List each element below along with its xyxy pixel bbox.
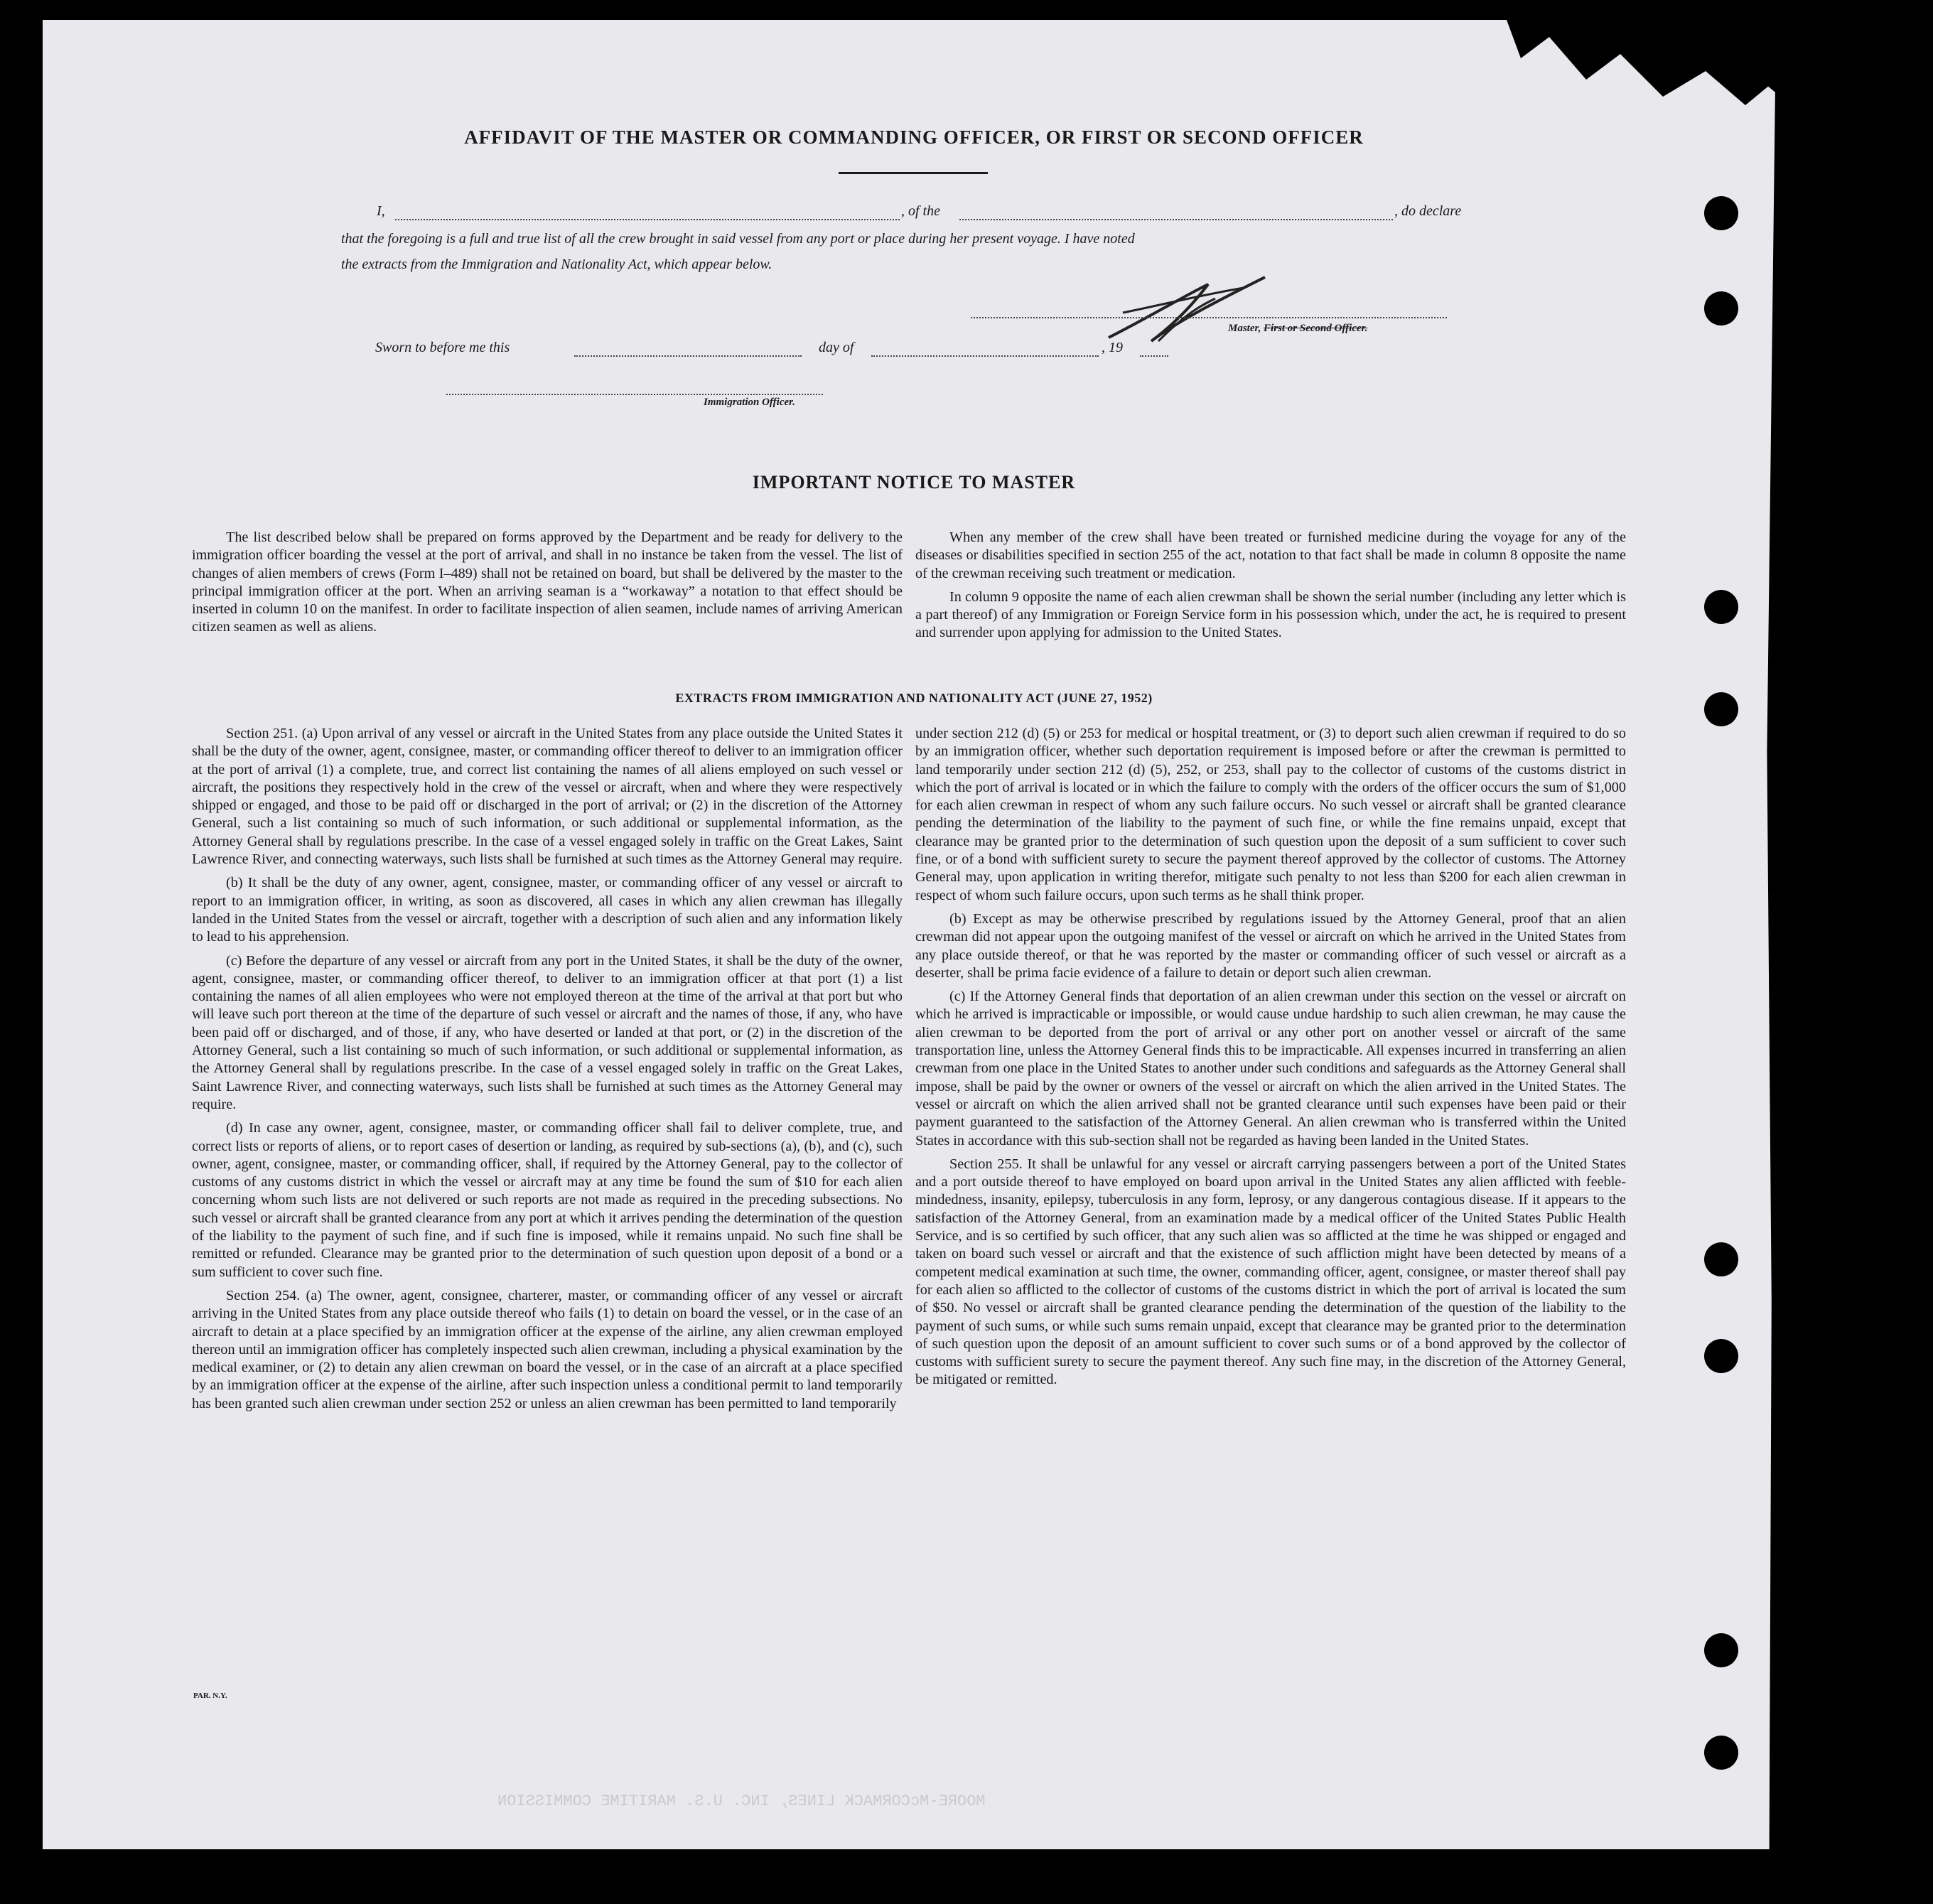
master-caption-label: Master, — [1228, 323, 1261, 334]
extracts-left-column — [192, 725, 903, 1419]
notice-left-column — [192, 529, 903, 642]
title-underline — [839, 172, 988, 174]
bleed-through-text: MOORE-McCORMACK LINES, INC. U.S. MARITIME COMMISSION — [497, 1792, 986, 1810]
extract-paragraph: (d) In case any owner, agent, consignee, master, or commanding officer shall fail to deliver complete, true, and correct lists or reports of aliens, or to report cases of desertion or landing, as required by sub-sections (a), (b), and (c), such owner, agent, consignee, master, or commanding officer, shall, if required by the Attorney General, pay to the collector of customs of any customs district in which the vessel or aircraft may at any time be found the sum of $10 for each alien concerning whom such lists are not delivered or such reports are not made as required in the preceding subsections. No such vessel or aircraft shall be granted clearance from any port at which it arrives pending the determination of the question of the liability to the payment of such fine, and if such fine is imposed, while it remains unpaid. No such fine shall be remitted or refunded. Clearance may be granted prior to the determination of such question upon deposit of a bond or a sum sufficient to cover such fine. — [192, 1120, 903, 1280]
printer-mark: PAR. N.Y. — [193, 1691, 227, 1700]
extract-paragraph: (b) Except as may be otherwise prescribed by regulations issued by the Attorney General, proof that an alien crewman did not appear upon the outgoing manifest of the vessel or aircraft on which he arrived in the United States from any place outside thereof, or that he was reported by the master or commanding officer of such vessel or aircraft as a deserter, shall be prima facie evidence of a failure to detain or deport such alien crewman. — [915, 910, 1626, 981]
torn-edge-right — [1762, 20, 1785, 1849]
extract-paragraph: (b) It shall be the duty of any owner, agent, consignee, master, or commanding officer of any vessel or aircraft to report to an immigration officer, in writing, as soon as discovered, all cases in which any alien crewman has illegally landed in the United States from the vessel or aircraft, together with a description of such alien and any information likely to lead to his apprehension. — [192, 875, 903, 945]
immigration-officer-caption: Immigration Officer. — [704, 397, 795, 408]
notice-title: IMPORTANT NOTICE TO MASTER — [752, 472, 1076, 493]
extract-paragraph: (c) If the Attorney General finds that deportation of an alien crewman under this section on the vessel or aircraft on which he arrived is impracticable or impossible, or would cause undue hardship to such alien crewman, he may cause the alien crewman to be deported from the port of arrival or any other port on another vessel or aircraft of the same transportation line, unless the Attorney General finds this to be impracticable. All expenses incurred in transferring an alien crewman from one place in the United States to another under such conditions and safeguards as the Attorney General shall impose, shall be paid by the owner or owners of the vessel or aircraft on which the alien arrived in the United States. The vessel or aircraft on which the alien arrived shall not be granted clearance until such expenses have been paid or their payment guaranteed to the satisfaction of the Attorney General. An alien crewman who is transferred within the United States in accordance with this sub-section shall not be regarded as having been landed in the United States. — [915, 989, 1626, 1149]
document-page — [43, 20, 1785, 1849]
master-signature-field[interactable] — [971, 317, 1447, 318]
of-the-label: , of the — [901, 203, 940, 219]
torn-edge — [1507, 20, 1785, 105]
master-caption — [1228, 323, 1367, 335]
extract-paragraph: Section 251. (a) Upon arrival of any vessel or aircraft in the United States from any place outside the United States it shall be the duty of the owner, agent, consignee, master, or commanding officer thereof to deliver to an immigration officer at the port of arrival (1) a complete, true, and correct list containing the names of all aliens employed on such vessel or aircraft, the positions they respectively hold in the crew of the vessel or aircraft, when and where they were respectively shipped or engaged, and those to be paid off or discharged in the port of arrival; or (2) in the discretion of the Attorney General, such a list containing so much of such information, or such additional or supplemental information, as the Attorney General shall by regulations prescribe. In the case of a vessel engaged solely in traffic on the Great Lakes, Saint Lawrence River, and connecting waterways, such lists shall be furnished at such times as the Attorney General may require. — [192, 726, 903, 868]
affidavit-line-2: that the foregoing is a full and true list of all the crew brought in said vessel from any port or place during her present voyage. I have noted — [341, 231, 1135, 247]
punch-hole — [1704, 1339, 1738, 1373]
sworn-year-field[interactable] — [1140, 355, 1168, 357]
extracts-title: EXTRACTS FROM IMMIGRATION AND NATIONALITY ACT (JUNE 27, 1952) — [675, 691, 1153, 705]
notice-paragraph: In column 9 opposite the name of each alien crewman shall be shown the serial number (including any letter which is a part thereof) of any Immigration or Foreign Service form in his possession which, under the act, he is required to present and surrender upon applying for admission to the United States. — [915, 588, 1626, 641]
notice-paragraph: The list described below shall be prepared on forms approved by the Department and be ready for delivery to the immigration officer boarding the vessel at the port of arrival, and shall in no instance be taken from the vessel. The list of changes of alien members of crews (Form I–489) shall not be retained on board, but shall be delivered by the master to the principal immigration officer at the port. When an arriving seaman is a “workaway” a notation to that effect should be inserted in column 10 on the manifest. In order to facilitate inspection of alien seamen, include names of arriving American citizen seamen as well as aliens. — [192, 529, 903, 635]
extract-paragraph: under section 212 (d) (5) or 253 for medical or hospital treatment, or (3) to deport such alien crewman if required to do so by an immigration officer, whether such deportation requirement is imposed before or after the crewman is permitted to land temporarily under section 212 (d) (5), 252, or 253, shall pay to the collector of customs of the customs district in which the port of arrival is located or in which the failure to comply with the orders of the officer occurs the sum of $1,000 for each alien crewman in respect of whom any such failure occurs. No such vessel or aircraft shall be granted clearance pending the determination of the liability to the payment of such fine, or while the fine remains unpaid, except that clearance may be granted prior to the determination of such question upon the deposit of a sum sufficient to cover such fine, or of a bond with sufficient surety to secure the payment thereof approved by the collector of customs. The Attorney General may, upon application in writing therefor, mitigate such penalty to not less than $200 for each alien crewman in respect of whom such failure occurs, upon such terms as he shall think proper. — [915, 726, 1626, 903]
day-of-label: day of — [819, 340, 854, 355]
extracts-right-column — [915, 725, 1626, 1395]
extract-paragraph: Section 255. It shall be unlawful for any vessel or aircraft carrying passengers between a port of the United States and a port outside thereof to have employed on board upon arrival in the United States any alien afflicted with feeble-mindedness, insanity, epilepsy, tuberculosis in any form, leprosy, or any dangerous contagious disease. If it appears to the satisfaction of the Attorney General, from an examination made by a medical officer of the United States Public Health Service, and is so certified by such officer, that any such alien was so afflicted at the time he was shipped or engaged and taken on board such vessel or aircraft and that the existence of such affliction might have been detected by means of a competent medical examination at such time, the owner, commanding officer, agent, consignee, or master thereof shall pay for each alien so afflicted to the collector of customs of the customs district in which the port of arrival is located the sum of $50. No vessel or aircraft shall be granted clearance pending the determination of the question of the liability to the payment of such sums, or while such sums remain unpaid, except that clearance may be granted prior to the determination of such question upon the deposit of an amount sufficient to cover such sums or of a bond approved by the collector of customs with sufficient surety to secure the payment thereof. Any such fine may, in the discretion of the Attorney General, be mitigated or remitted. — [915, 1156, 1626, 1388]
vessel-name-field[interactable] — [959, 219, 1393, 220]
punch-hole — [1704, 590, 1738, 624]
struck-officer-caption: First or Second Officer. — [1264, 323, 1368, 334]
punch-hole — [1704, 196, 1738, 230]
declare-label: , do declare — [1394, 203, 1462, 219]
master-signature — [1080, 270, 1293, 348]
sworn-label: Sworn to before me this — [375, 340, 510, 355]
immigration-officer-signature-field[interactable] — [446, 394, 823, 395]
punch-hole — [1704, 291, 1738, 326]
extract-paragraph: (c) Before the departure of any vessel or aircraft from any port in the United States, it shall be the duty of the owner, agent, consignee, master, or commanding officer thereof, to deliver to an immigration officer at that port (1) a list containing the names of all alien employees who were not employed thereon at the time of the arrival at that port but who will leave such port thereon at the time of the departure of such vessel or aircraft and the names of those, if any, who have been paid off or discharged, and of those, if any, who have deserted or landed at that port, or (2) in the discretion of the Attorney General, such a list containing so much of such information, or such additional or supplemental information, as the Attorney General shall by regulations prescribe. In the case of a vessel engaged solely in traffic on the Great Lakes, Saint Lawrence River, and connecting waterways, such lists shall be furnished at such times as the Attorney General may require. — [192, 952, 903, 1112]
declarant-label: I, — [377, 203, 385, 219]
notice-paragraph: When any member of the crew shall have been treated or furnished medicine during the voyage for any of the diseases or disabilities specified in section 255 of the act, notation to that fact shall be made in column 8 opposite the name of the crewman receiving such treatment or medication. — [915, 529, 1626, 581]
notice-right-column — [915, 529, 1626, 648]
affidavit-title: AFFIDAVIT OF THE MASTER OR COMMANDING OFFICER, OR FIRST OR SECOND OFFICER — [464, 127, 1364, 148]
declarant-name-field[interactable] — [395, 219, 900, 220]
punch-hole — [1704, 1736, 1738, 1770]
punch-hole — [1704, 1633, 1738, 1667]
extract-paragraph: Section 254. (a) The owner, agent, consignee, charterer, master, or commanding officer of any vessel or aircraft arriving in the United States from any place outside thereof who fails (1) to detain on board the vessel, or in the case of an aircraft to detain at a place specified by an immigration officer at the expense of the airline, any alien crewman employed thereon until an immigration officer has completely inspected such alien crewman, including a physical examination by the medical examiner, or (2) to detain any alien crewman on board the vessel, or in the case of an aircraft at a place specified by an immigration officer at the expense of the airline, after such inspection unless a conditional permit to land temporarily has been granted such alien crewman under section 252 or unless an alien crewman has been permitted to land temporarily — [192, 1287, 903, 1411]
year-label: , 19 — [1102, 340, 1123, 355]
affidavit-line-3: the extracts from the Immigration and Nationality Act, which appear below. — [341, 257, 772, 272]
sworn-month-field[interactable] — [871, 355, 1099, 357]
punch-hole — [1704, 1242, 1738, 1276]
sworn-day-field[interactable] — [574, 355, 802, 357]
